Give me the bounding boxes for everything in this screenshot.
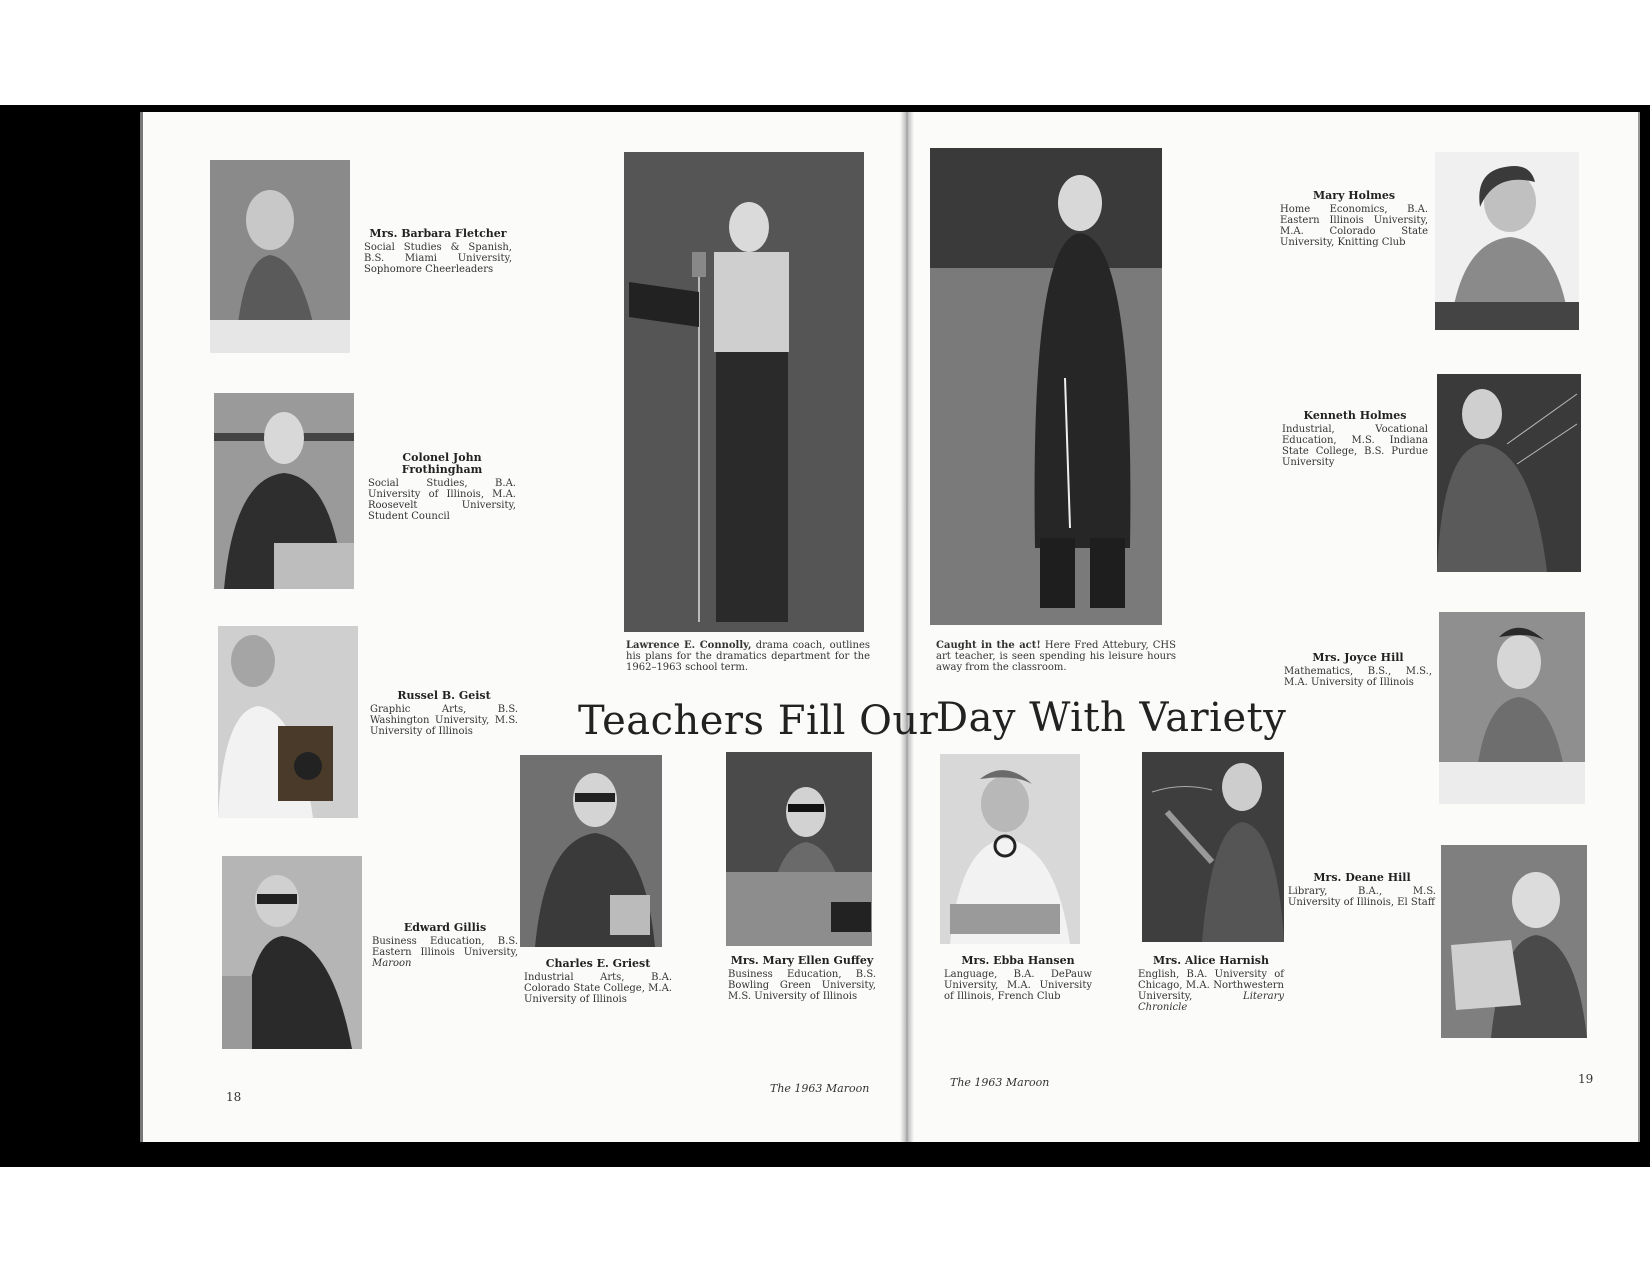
photo-barbara-fletcher: [210, 160, 350, 353]
caption-barbara-fletcher: [364, 228, 512, 275]
photo-alice-harnish: [1142, 752, 1284, 942]
caption-russel-geist: [370, 690, 518, 737]
activity-edward-gillis: Maroon: [372, 958, 412, 969]
photo-kenneth-holmes: [1437, 374, 1581, 572]
caption-attebury-text: Here Fred Attebury, CHS art teacher, is seen spending his leisure hours away from the classroom.: [936, 640, 1177, 673]
details-kenneth-holmes: Industrial, Vocational Education, M.S. Indiana State College, B.S. Purdue University: [1282, 424, 1428, 468]
photo-joyce-hill: [1439, 612, 1585, 804]
name-alice-harnish: Mrs. Alice Harnish: [1153, 954, 1269, 967]
name-joyce-hill: Mrs. Joyce Hill: [1312, 651, 1404, 664]
photo-fred-attebury: [930, 148, 1162, 625]
details-ebba-hansen: Language, B.A. DePauw University, M.A. University of Illinois, French Club: [944, 969, 1092, 1002]
caption-mary-holmes: [1280, 190, 1428, 248]
photo-edward-gillis: [222, 856, 362, 1049]
photo-lawrence-connolly: [624, 152, 864, 632]
name-mary-holmes: Mary Holmes: [1312, 189, 1396, 202]
book-spine: [900, 112, 914, 1142]
photo-mary-ellen-guffey: [726, 752, 872, 946]
name-deane-hill: Mrs. Deane Hill: [1313, 871, 1411, 884]
details-edward-gillis: Business Education, B.S. Eastern Illinois University,: [372, 936, 518, 958]
details-barbara-fletcher: Social Studies & Spanish, B.S. Miami University, Sophomore Cheerleaders: [364, 242, 512, 275]
running-footer-left: The 1963 Maroon: [770, 1082, 870, 1095]
activity-alice-harnish: Literary Chronicle: [1138, 991, 1284, 1013]
caption-ebba-hansen: [944, 955, 1092, 1002]
caption-attebury-lead: Caught in the act!: [936, 640, 1041, 651]
caption-john-frothingham: [368, 452, 516, 522]
page-number-right: 19: [1578, 1072, 1594, 1086]
details-mary-holmes: Home Economics, B.A. Eastern Illinois University, M.A. Colorado State University, Knitting Club: [1280, 204, 1428, 248]
photo-john-frothingham: [214, 393, 354, 589]
caption-charles-griest: [524, 958, 672, 1005]
details-mary-ellen-guffey: Business Education, B.S. Bowling Green University, M.S. University of Illinois: [728, 969, 876, 1002]
photo-russel-geist: [218, 626, 358, 818]
running-footer-right: The 1963 Maroon: [950, 1076, 1050, 1089]
caption-edward-gillis: [372, 922, 518, 969]
details-joyce-hill: Mathematics, B.S., M.S., M.A. University of Illinois: [1284, 666, 1432, 688]
caption-alice-harnish: [1138, 955, 1284, 1013]
caption-mary-ellen-guffey: [728, 955, 876, 1002]
name-barbara-fletcher: Mrs. Barbara Fletcher: [369, 227, 507, 240]
caption-lawrence-connolly: [626, 640, 870, 673]
page-number-left: 18: [226, 1090, 242, 1104]
name-john-frothingham: Colonel John Frothingham: [401, 451, 483, 476]
photo-ebba-hansen: [940, 754, 1080, 944]
details-charles-griest: Industrial Arts, B.A. Colorado State College, M.A. University of Illinois: [524, 972, 672, 1005]
name-ebba-hansen: Mrs. Ebba Hansen: [961, 954, 1075, 967]
name-russel-geist: Russel B. Geist: [397, 689, 491, 702]
caption-deane-hill: [1288, 872, 1436, 908]
details-deane-hill: Library, B.A., M.S. University of Illinois, El Staff: [1288, 886, 1436, 908]
photo-deane-hill: [1441, 845, 1587, 1038]
caption-joyce-hill: [1284, 652, 1432, 688]
details-john-frothingham: Social Studies, B.A. University of Illinois, M.A. Roosevelt University, Student Council: [368, 478, 516, 522]
caption-connolly-lead: Lawrence E. Connolly,: [626, 640, 752, 651]
caption-fred-attebury: [936, 640, 1176, 673]
spread-title-left: Teachers Fill Our: [578, 698, 939, 744]
photo-mary-holmes: [1435, 152, 1579, 330]
details-alice-harnish: English, B.A. University of Chicago, M.A. Northwestern University,: [1138, 969, 1284, 1002]
name-charles-griest: Charles E. Griest: [545, 957, 651, 970]
details-russel-geist: Graphic Arts, B.S. Washington University, M.S. University of Illinois: [370, 704, 518, 737]
photo-charles-griest: [520, 755, 662, 947]
caption-kenneth-holmes: [1282, 410, 1428, 468]
name-edward-gillis: Edward Gillis: [403, 921, 487, 934]
spread-title-right: Day With Variety: [936, 695, 1287, 741]
name-mary-ellen-guffey: Mrs. Mary Ellen Guffey: [730, 954, 874, 967]
name-kenneth-holmes: Kenneth Holmes: [1303, 409, 1407, 422]
caption-connolly-text: drama coach, outlines his plans for the dramatics department for the 1962–1963 school term.: [626, 640, 870, 673]
